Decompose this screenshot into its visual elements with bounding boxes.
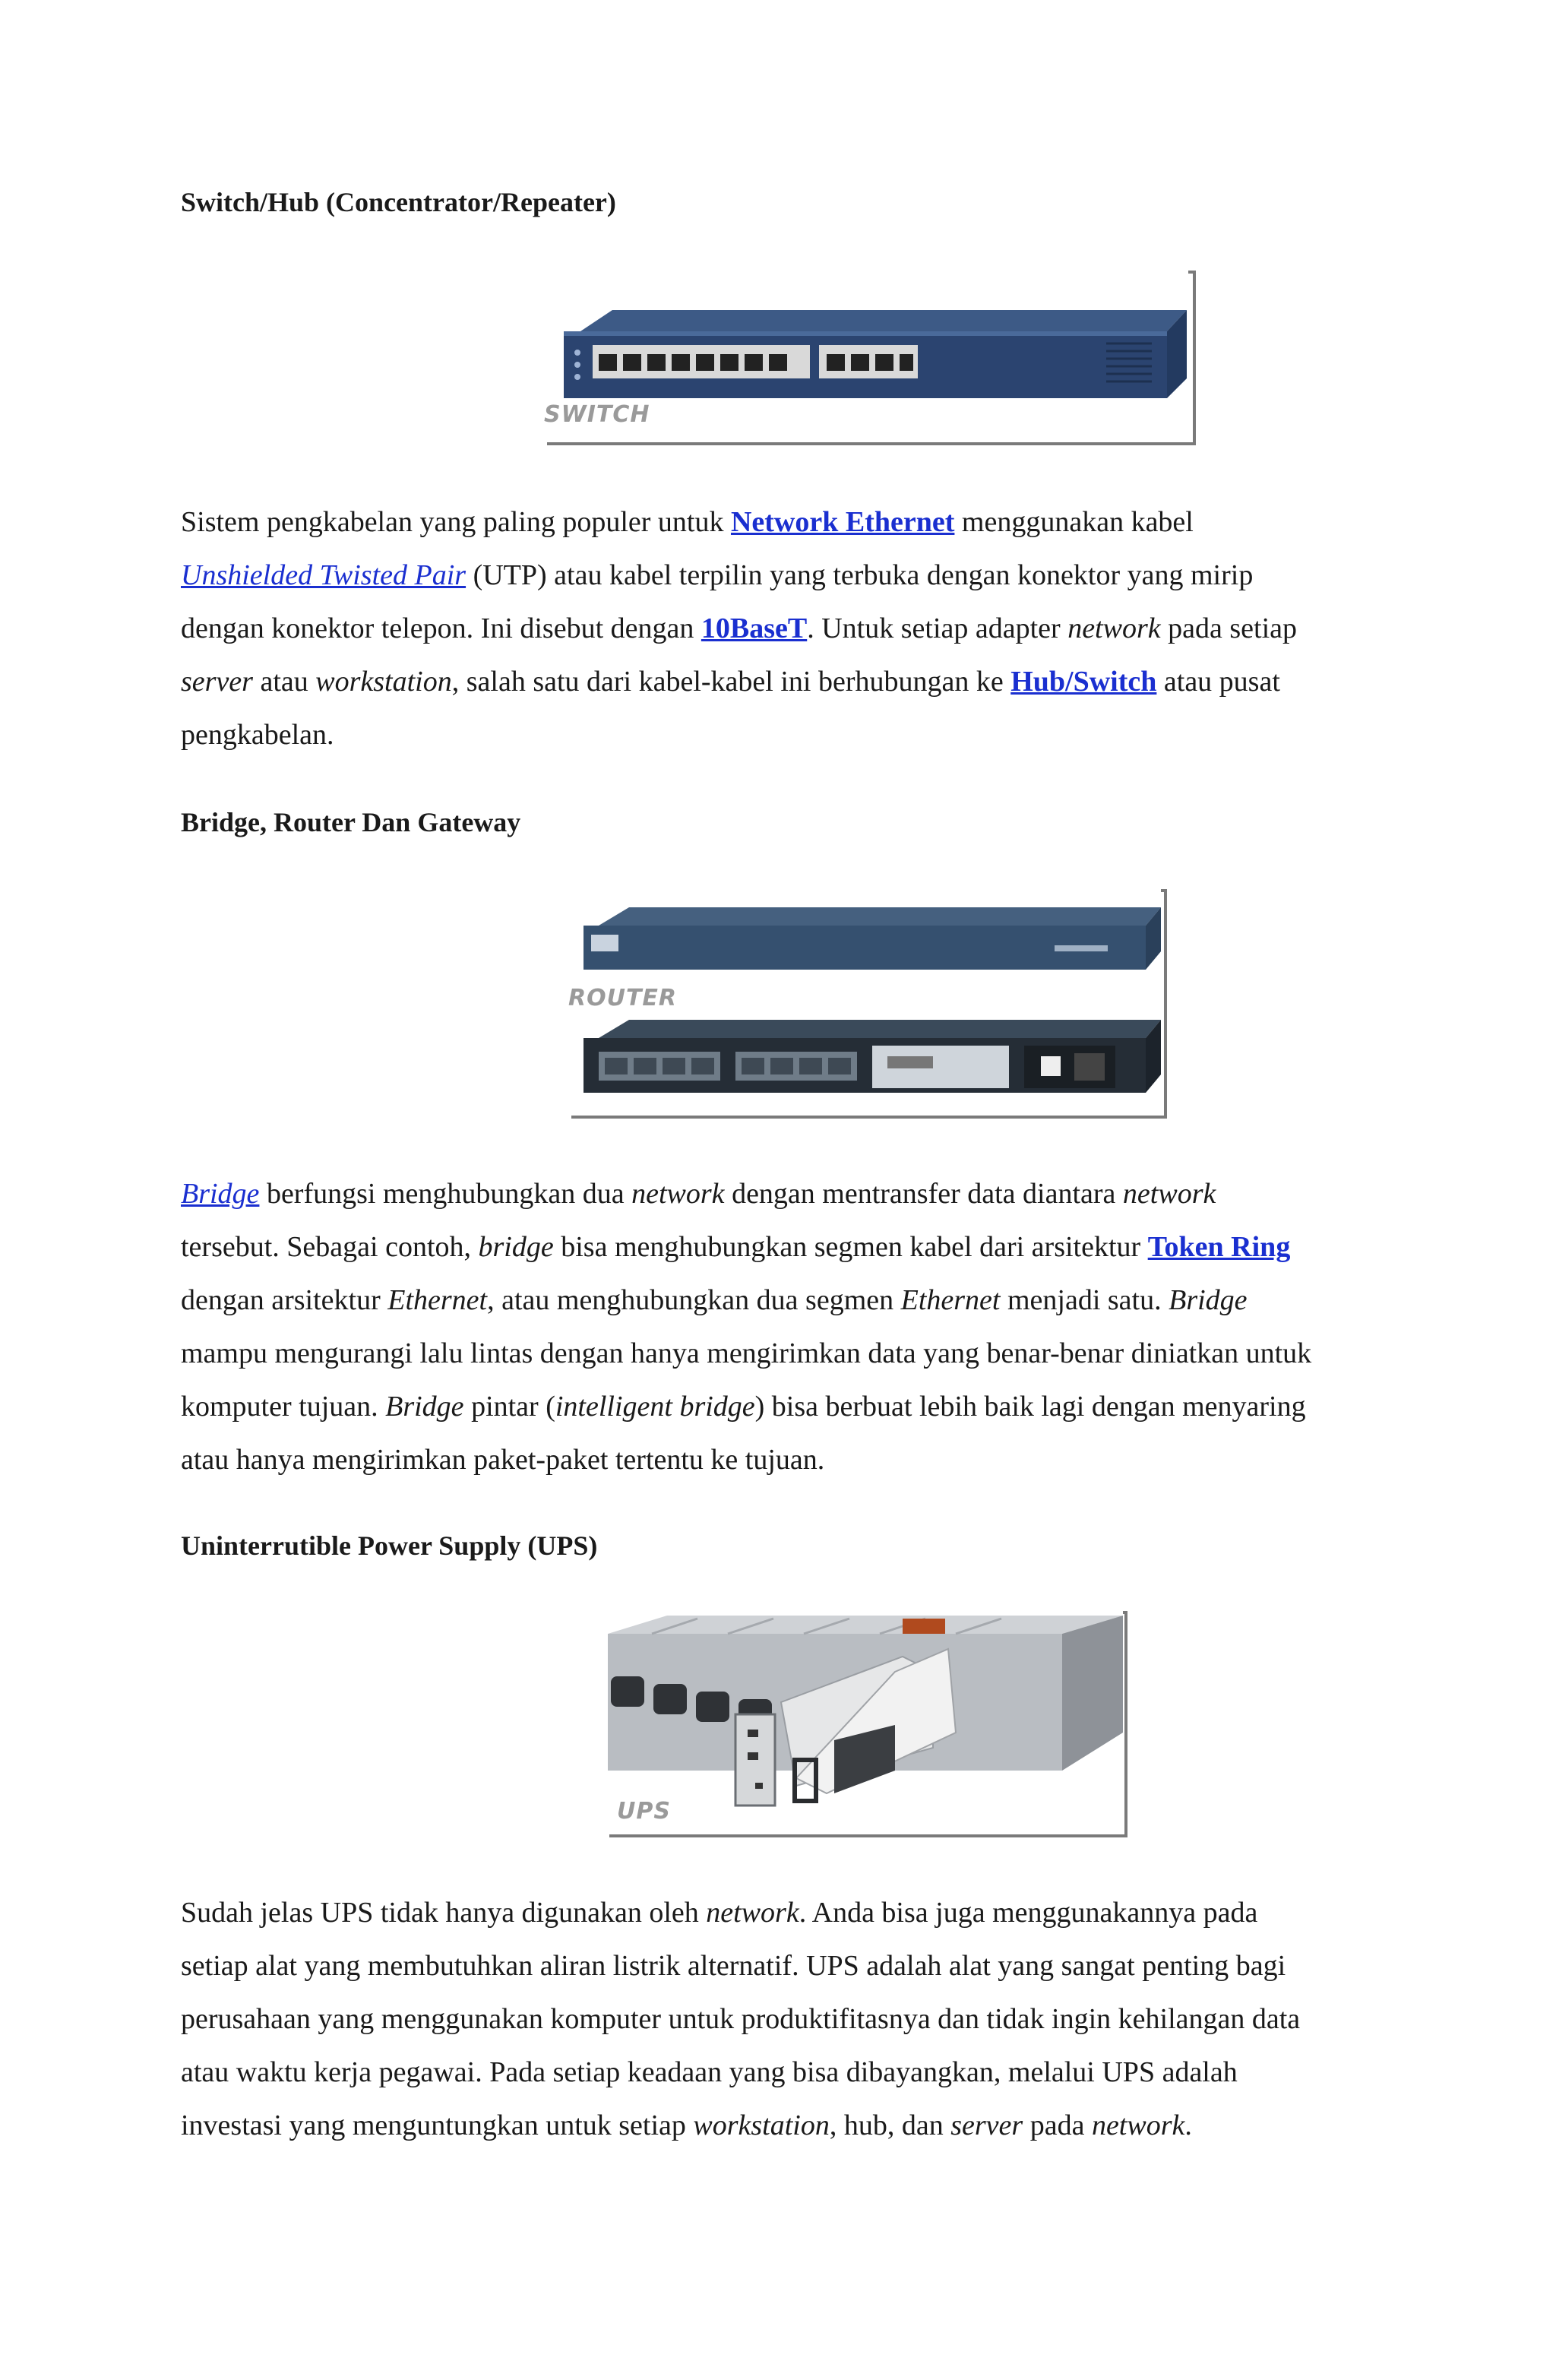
text-run: dengan mentransfer data diantara [724, 1178, 1123, 1210]
text-run: menjadi satu. [1000, 1284, 1169, 1316]
link-hub-switch[interactable]: Hub/Switch [1010, 666, 1157, 698]
text-line [181, 1274, 1381, 1327]
text-line [181, 2046, 1381, 2099]
text-line [181, 602, 1381, 655]
text-line [181, 708, 1381, 761]
text-run: mampu mengurangi lalu lintas dengan hanya mengirimkan data yang benar-benar diniatkan untuk [181, 1337, 1312, 1369]
text-run: berfungsi menghubungkan dua [259, 1178, 632, 1210]
italic-term: intelligent bridge [555, 1391, 755, 1423]
text-run: dengan konektor telepon. Ini disebut dengan [181, 612, 701, 644]
ups-image [606, 1611, 1127, 1839]
italic-term: network [1122, 1178, 1216, 1210]
text-run: investasi yang menguntungkan untuk setiap [181, 2109, 694, 2141]
text-line [181, 1886, 1381, 1939]
paragraph-switch [181, 495, 1381, 761]
text-run: , hub, dan [829, 2109, 951, 2141]
text-line [181, 655, 1381, 708]
link-unshielded-twisted-pair[interactable]: Unshielded Twisted Pair [181, 559, 466, 591]
text-run: komputer tujuan. [181, 1391, 386, 1423]
text-run: perusahaan yang menggunakan komputer untuk produktifitasnya dan tidak ingin kehilangan data [181, 2003, 1301, 2035]
text-run: dengan arsitektur [181, 1284, 388, 1316]
text-run: menggunakan kabel [954, 506, 1194, 538]
text-run: , atau menghubungkan dua segmen [487, 1284, 901, 1316]
text-run: . [1184, 2109, 1192, 2141]
text-run: pada setiap [1160, 612, 1297, 644]
paragraph-ups [181, 1886, 1381, 2152]
text-run: ) bisa berbuat lebih baik lagi dengan menyaring [754, 1391, 1306, 1423]
heading-switch-hub: Switch/Hub (Concentrator/Repeater) [181, 187, 616, 217]
text-run: Sistem pengkabelan yang paling populer untuk [181, 506, 731, 538]
text-line [181, 1433, 1381, 1486]
ups-caption: UPS [617, 1798, 671, 1825]
text-run: atau hanya mengirimkan paket-paket tertentu ke tujuan. [181, 1444, 825, 1476]
ups-illustration [606, 1611, 1127, 1839]
italic-term: server [950, 2109, 1023, 2141]
italic-term: server [181, 666, 253, 698]
text-run: pengkabelan. [181, 719, 334, 751]
italic-term: workstation [315, 666, 452, 698]
italic-term: network [631, 1178, 725, 1210]
text-run: bisa menghubungkan segmen kabel dari arsitektur [553, 1231, 1148, 1263]
switch-caption: SWITCH [544, 401, 650, 428]
italic-term: network [1091, 2109, 1185, 2141]
link-token-ring[interactable]: Token Ring [1147, 1231, 1291, 1263]
text-run: , salah satu dari kabel-kabel ini berhubungan ke [451, 666, 1011, 698]
text-run: pintar ( [463, 1391, 555, 1423]
italic-term: network [706, 1897, 799, 1929]
italic-term: Ethernet [900, 1284, 1001, 1316]
text-line [181, 1939, 1381, 1992]
heading-ups: Uninterrutible Power Supply (UPS) [181, 1530, 598, 1561]
router-caption: ROUTER [568, 985, 678, 1011]
link-network-ethernet[interactable]: Network Ethernet [730, 506, 955, 538]
text-line [181, 1220, 1381, 1274]
paragraph-bridge [181, 1167, 1381, 1486]
italic-term: network [1067, 612, 1161, 644]
italic-term: Bridge [1169, 1284, 1248, 1316]
text-line [181, 2099, 1381, 2152]
switch-image [544, 271, 1197, 447]
text-line [181, 1167, 1381, 1220]
text-run: atau [252, 666, 316, 698]
text-run: Sudah jelas UPS tidak hanya digunakan oleh [181, 1897, 707, 1929]
heading-bridge-router-gateway: Bridge, Router Dan Gateway [181, 807, 521, 837]
text-line [181, 1992, 1381, 2046]
text-line [181, 1327, 1381, 1380]
italic-term: Bridge [385, 1391, 464, 1423]
italic-term: Ethernet [387, 1284, 488, 1316]
text-run: atau pusat [1156, 666, 1280, 698]
router-image [568, 889, 1169, 1120]
link-10baset[interactable]: 10BaseT [701, 612, 808, 644]
text-run: tersebut. Sebagai contoh, [181, 1231, 479, 1263]
link-bridge[interactable]: Bridge [181, 1178, 260, 1210]
text-run: . Anda bisa juga menggunakannya pada [799, 1897, 1258, 1929]
text-line [181, 495, 1381, 549]
text-run: (UTP) atau kabel terpilin yang terbuka dengan konektor yang mirip [466, 559, 1254, 591]
italic-term: bridge [478, 1231, 554, 1263]
italic-term: workstation [693, 2109, 830, 2141]
text-line [181, 1380, 1381, 1433]
text-run: atau waktu kerja pegawai. Pada setiap keadaan yang bisa dibayangkan, melalui UPS adalah [181, 2056, 1238, 2088]
text-run: . Untuk setiap adapter [807, 612, 1068, 644]
text-run: setiap alat yang membutuhkan aliran listrik alternatif. UPS adalah alat yang sangat penting bagi [181, 1950, 1286, 1982]
text-line [181, 549, 1381, 602]
text-run: pada [1023, 2109, 1092, 2141]
